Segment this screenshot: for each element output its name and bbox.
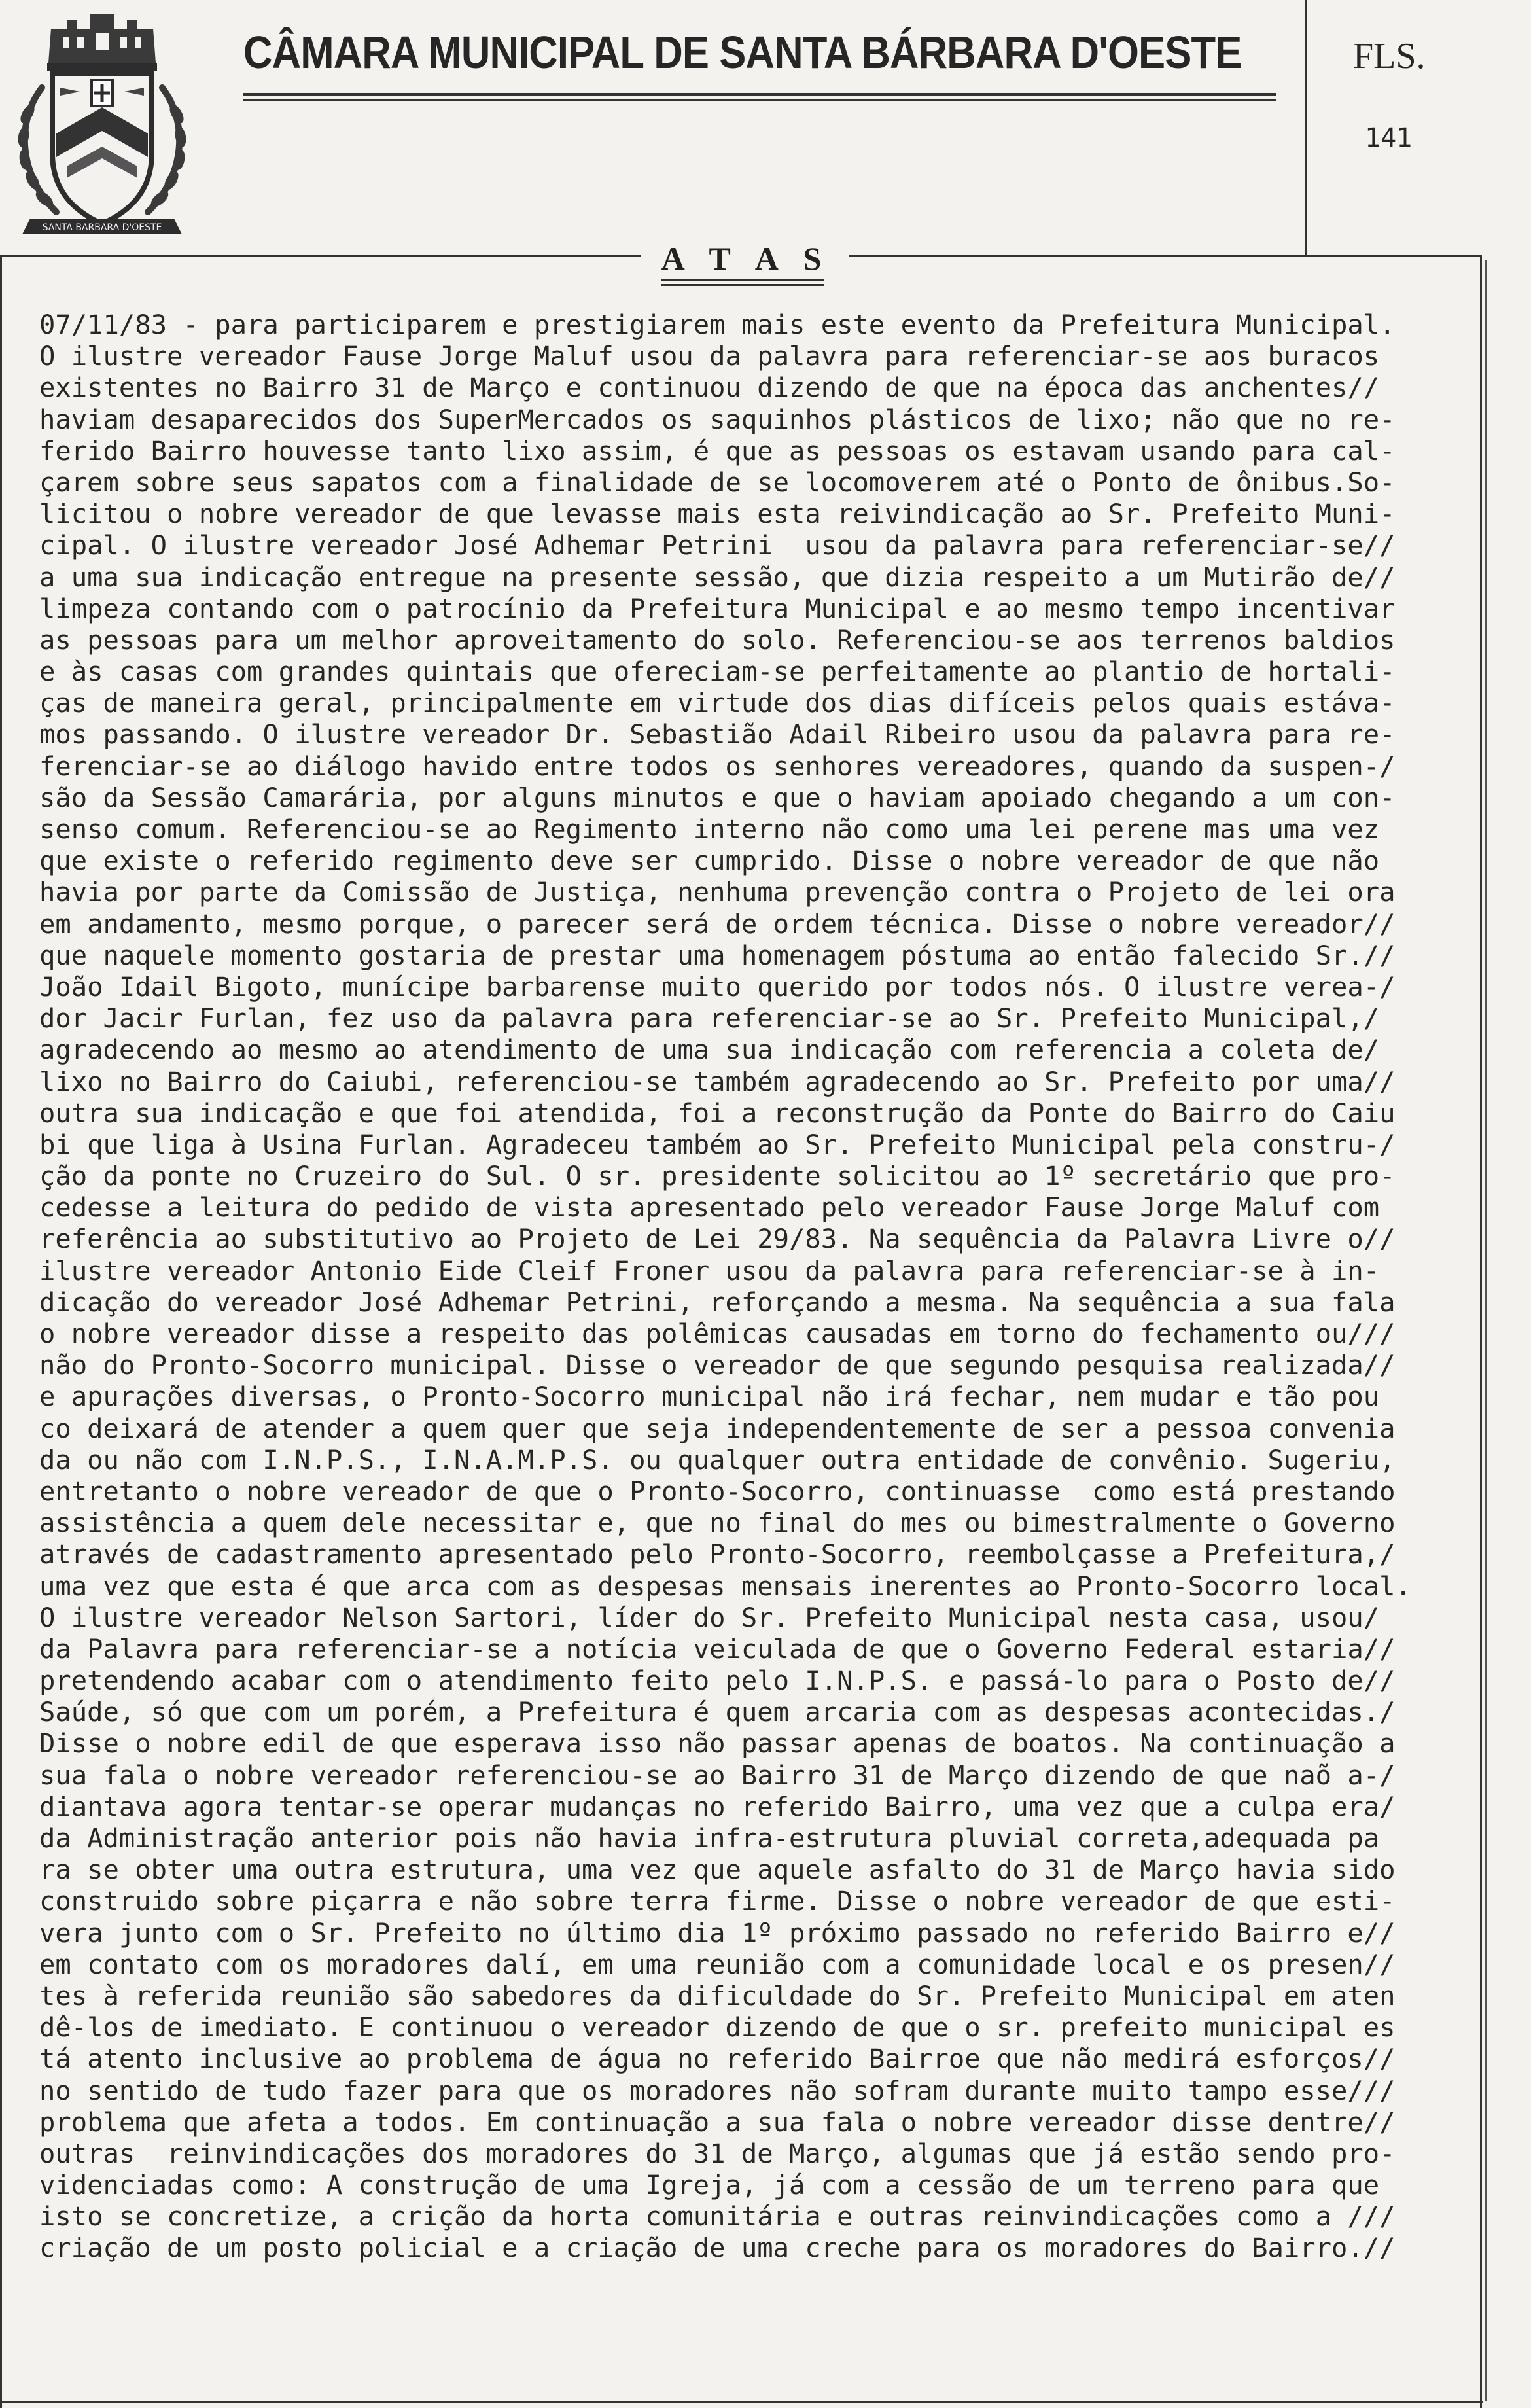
minutes-line: problema que afeta a todos. Em continuação a sua fala o nobre vereador disse dentre// xyxy=(39,2106,1396,2138)
frame-left xyxy=(0,255,2,2408)
minutes-line: construido sobre piçarra e não sobre terra firme. Disse o nobre vereador de que esti- xyxy=(39,1885,1396,1917)
section-title: A T A S xyxy=(661,240,831,277)
page-number: 141 xyxy=(1365,123,1413,153)
minutes-line: outras reinvindicações dos moradores do 31 de Março, algumas que já estão sendo pro- xyxy=(39,2137,1396,2169)
minutes-line: cedesse a leitura do pedido de vista apresentado pelo vereador Fause Jorge Maluf com xyxy=(39,1192,1380,1224)
minutes-line: referência ao substitutivo ao Projeto de Lei 29/83. Na sequência da Palavra Livre o// xyxy=(39,1223,1396,1255)
minutes-line: assistência a quem dele necessitar e, que no final do mes ou bimestralmente o Governo xyxy=(39,1507,1396,1539)
minutes-line: O ilustre vereador Fause Jorge Maluf usou da palavra para referenciar-se aos buracos xyxy=(39,340,1380,372)
minutes-line: são da Sessão Camarária, por alguns minutos e que o haviam apoiado chegando a um con- xyxy=(39,781,1396,813)
minutes-line: e apurações diversas, o Pronto-Socorro municipal não irá fechar, nem mudar e tão pou xyxy=(39,1381,1380,1413)
minutes-line: çarem sobre seus sapatos com a finalidade de se locomoverem até o Ponto de ônibus.So- xyxy=(39,466,1396,498)
minutes-line: entretanto o nobre vereador de que o Pronto-Socorro, continuasse como está prestando xyxy=(39,1475,1396,1507)
minutes-line: vera junto com o Sr. Prefeito no último dia 1º próximo passado no referido Bairro e// xyxy=(39,1917,1396,1949)
minutes-line: limpeza contando com o patrocínio da Prefeitura Municipal e ao mesmo tempo incentivar xyxy=(39,592,1396,624)
minutes-line: ferido Bairro houvesse tanto lixo assim, é que as pessoas os estavam usando para cal- xyxy=(39,434,1396,467)
minutes-line: isto se concretize, a crição da horta comunitária e outras reinvindicações como a /// xyxy=(39,2201,1396,2233)
minutes-line: a uma sua indicação entregue na presente sessão, que dizia respeito a um Mutirão de// xyxy=(39,561,1396,593)
frame-right xyxy=(1480,255,1482,2408)
minutes-line: João Idail Bigoto, munícipe barbarense muito querido por todos nós. O ilustre verea-/ xyxy=(39,970,1396,1002)
minutes-line: que existe o referido regimento deve ser cumprido. Disse o nobre vereador de que não xyxy=(39,845,1380,877)
minutes-line: ra se obter uma outra estrutura, uma vez que aquele asfalto do 31 de Março havia sido xyxy=(39,1854,1396,1886)
minutes-line: que naquele momento gostaria de prestar uma homenagem póstuma ao então falecido Sr.// xyxy=(39,939,1396,971)
minutes-line: as pessoas para um melhor aproveitamento do solo. Referenciou-se aos terrenos baldios xyxy=(39,624,1396,656)
minutes-body xyxy=(39,309,1472,2264)
minutes-line: sua fala o nobre vereador referenciou-se ao Bairro 31 de Março dizendo de que naõ a-/ xyxy=(39,1759,1396,1791)
folio-label: FLS. xyxy=(1353,36,1426,77)
minutes-line: da Palavra para referenciar-se a notícia veiculada de que o Governo Federal estaria// xyxy=(39,1633,1396,1665)
institution-title: CÂMARA MUNICIPAL DE SANTA BÁRBARA D'OESTE xyxy=(243,27,1242,78)
minutes-line: outra sua indicação e que foi atendida, foi a reconstrução da Ponte do Bairro do Caiu xyxy=(39,1097,1396,1129)
minutes-line: através de cadastramento apresentado pelo Pronto-Socorro, reembolçasse a Prefeitura,/ xyxy=(39,1538,1396,1570)
minutes-line: dicação do vereador José Adhemar Petrini, reforçando a mesma. Na sequência a sua fala xyxy=(39,1286,1396,1318)
minutes-line: diantava agora tentar-se operar mudanças no referido Bairro, uma vez que a culpa era/ xyxy=(39,1790,1396,1822)
minutes-line: da ou não com I.N.P.S., I.N.A.M.P.S. ou qualquer outra entidade de convênio. Sugeriu, xyxy=(39,1443,1396,1476)
minutes-line: ção da ponte no Cruzeiro do Sul. O sr. presidente solicitou ao 1º secretário que pro- xyxy=(39,1160,1396,1192)
minutes-line: existentes no Bairro 31 de Março e continuou dizendo de que na época das anchentes// xyxy=(39,372,1380,404)
minutes-line: e às casas com grandes quintais que ofereciam-se perfeitamente ao plantio de hortali- xyxy=(39,656,1396,688)
minutes-line: Saúde, só que com um porém, a Prefeitura é quem arcaria com as despesas acontecidas./ xyxy=(39,1696,1396,1728)
section-underline xyxy=(661,279,824,281)
frame-top-left xyxy=(0,255,641,257)
minutes-line: em andamento, mesmo porque, o parecer será de ordem técnica. Disse o nobre vereador// xyxy=(39,908,1396,940)
minutes-line: tes à referida reunião são sabedores da dificuldade do Sr. Prefeito Municipal em aten xyxy=(39,1979,1396,2011)
crest-ribbon-text: SANTA BARBARA D'OESTE xyxy=(42,222,162,233)
municipal-crest xyxy=(4,3,200,246)
minutes-line: no sentido de tudo fazer para que os moradores não sofram durante muito tampo esse/// xyxy=(39,2074,1396,2106)
minutes-line: licitou o nobre vereador de que levasse mais esta reivindicação ao Sr. Prefeito Muni- xyxy=(39,498,1396,530)
minutes-line: O ilustre vereador Nelson Sartori, líder do Sr. Prefeito Municipal nesta casa, usou/ xyxy=(39,1601,1380,1633)
minutes-line: não do Pronto-Socorro municipal. Disse o vereador de que segundo pesquisa realizada// xyxy=(39,1349,1396,1381)
title-rule xyxy=(243,93,1276,96)
minutes-line: co deixará de atender a quem quer que seja independentemente de ser a pessoa convenia xyxy=(39,1412,1396,1444)
minutes-line: da Administração anterior pois não havia infra-estrutura pluvial correta,adequada pa xyxy=(39,1822,1380,1854)
minutes-line: mos passando. O ilustre vereador Dr. Sebastião Adail Ribeiro usou da palavra para re- xyxy=(39,718,1396,751)
minutes-line: dor Jacir Furlan, fez uso da palavra para referenciar-se ao Sr. Prefeito Municipal,/ xyxy=(39,1002,1380,1035)
minutes-line: ilustre vereador Antonio Eide Cleif Froner usou da palavra para referenciar-se à in- xyxy=(39,1254,1380,1286)
minutes-line: uma vez que esta é que arca com as despesas mensais inerentes ao Pronto-Socorro local. xyxy=(39,1570,1411,1602)
minutes-line: em contato com os moradores dalí, em uma reunião com a comunidade local e os presen// xyxy=(39,1948,1396,1980)
minutes-line: o nobre vereador disse a respeito das polêmicas causadas em torno do fechamento ou/// xyxy=(39,1318,1396,1349)
minutes-line: senso comum. Referenciou-se ao Regimento interno não como uma lei perene mas uma vez xyxy=(39,813,1380,845)
minutes-line: lixo no Bairro do Caiubi, referenciou-se também agradecendo ao Sr. Prefeito por uma// xyxy=(39,1065,1396,1097)
frame-right-inner xyxy=(1485,260,1487,2401)
minutes-line: havia por parte da Comissão de Justiça, nenhuma prevenção contra o Projeto de lei ora xyxy=(39,876,1396,908)
frame-bottom xyxy=(0,2401,1483,2403)
section-underline-second xyxy=(661,284,824,286)
title-rule-thin xyxy=(243,99,1276,101)
minutes-line: videnciadas como: A construção de uma Igreja, já com a cessão de um terreno para que xyxy=(39,2169,1380,2201)
header-divider xyxy=(1305,0,1307,257)
minutes-line: 07/11/83 - para participarem e prestigiarem mais este evento da Prefeitura Municipal. xyxy=(39,309,1396,340)
minutes-line: ças de maneira geral, principalmente em virtude dos dias difíceis pelos quais estáva- xyxy=(39,687,1396,719)
minutes-line: haviam desaparecidos dos SuperMercados os saquinhos plásticos de lixo; não que no re- xyxy=(39,403,1396,435)
minutes-line: cipal. O ilustre vereador José Adhemar Petrini usou da palavra para referenciar-se// xyxy=(39,529,1396,561)
minutes-line: agradecendo ao mesmo ao atendimento de uma sua indicação com referencia a coleta de/ xyxy=(39,1034,1380,1066)
minutes-line: pretendendo acabar com o atendimento feito pelo I.N.P.S. e passá-lo para o Posto de// xyxy=(39,1665,1396,1697)
minutes-line: dê-los de imediato. E continuou o vereador dizendo de que o sr. prefeito municipal es xyxy=(39,2011,1396,2044)
minutes-line: bi que liga à Usina Furlan. Agradeceu também ao Sr. Prefeito Municipal pela constru-/ xyxy=(39,1128,1396,1160)
minutes-line: tá atento inclusive ao problema de água no referido Bairroe que não medirá esforços// xyxy=(39,2043,1396,2075)
minutes-line: ferenciar-se ao diálogo havido entre todos os senhores vereadores, quando da suspen-/ xyxy=(39,750,1396,782)
minutes-line: Disse o nobre edil de que esperava isso não passar apenas de boatos. Na continuação a xyxy=(39,1727,1396,1760)
frame-top-right xyxy=(849,255,1481,257)
minutes-line: criação de um posto policial e a criação de uma creche para os moradores do Bairro.// xyxy=(39,2232,1396,2264)
